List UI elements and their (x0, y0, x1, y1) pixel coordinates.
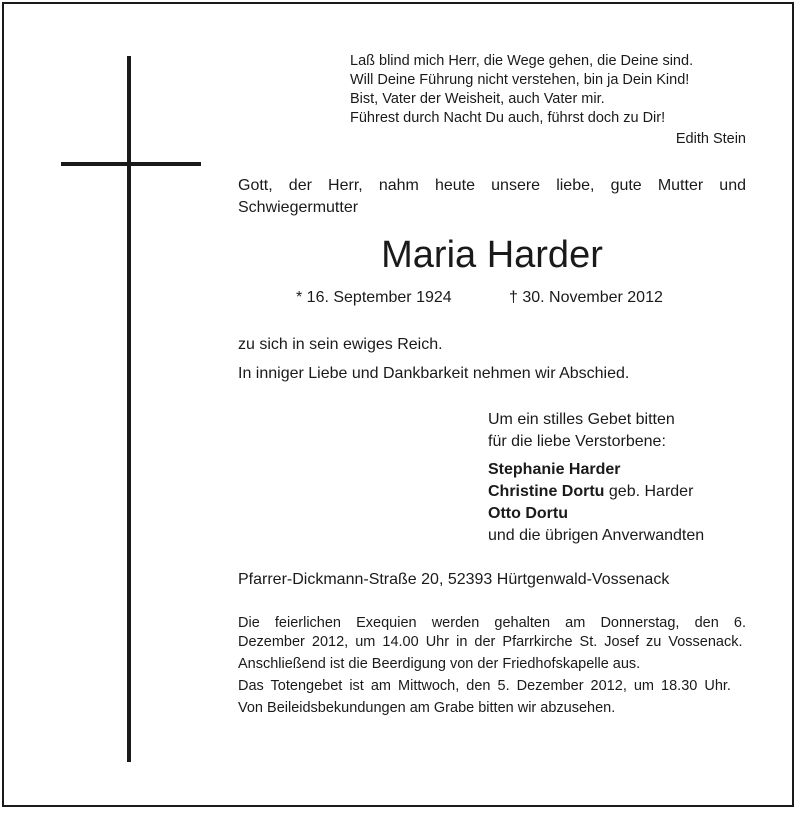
family-member-name: Stephanie Harder (488, 461, 621, 478)
family-member-maiden-name: geb. Harder (604, 483, 694, 500)
ceremony-details (238, 614, 746, 721)
exequien-info: Die feierlichen Exequien werden gehalten am Donnerstag, den 6. Dezember 2012, um 14.00 Uhr in der Pfarrkirche St. Josef zu Vossenack. (238, 615, 746, 650)
family-member-name: Otto Dortu (488, 505, 568, 522)
closing-line-2: In inniger Liebe und Dankbarkeit nehmen wir Abschied. (238, 365, 630, 382)
address: Pfarrer-Dickmann-Straße 20, 52393 Hürtgenwald-Vossenack (238, 571, 670, 588)
family-signatures (488, 409, 758, 547)
death-date: † 30. November 2012 (509, 289, 663, 306)
poem-line: Bist, Vater der Weisheit, auch Vater mir. (350, 91, 605, 107)
family-member-name: Christine Dortu (488, 483, 605, 500)
prayer-request-line: für die liebe Verstorbene: (488, 433, 666, 450)
deceased-name: Maria Harder (381, 234, 603, 276)
poem-line: Führest durch Nacht Du auch, führst doch zu Dir! (350, 110, 666, 126)
prayer-request-line: Um ein stilles Gebet bitten (488, 411, 675, 428)
family-member (488, 459, 758, 481)
intro-text: Gott, der Herr, nahm heute unsere liebe, gute Mutter und Schwiegermutter (238, 177, 746, 216)
poem-line: Will Deine Führung nicht verstehen, bin ja Dein Kind! (350, 72, 690, 88)
poem-line: Laß blind mich Herr, die Wege gehen, die Deine sind. (350, 53, 694, 69)
closing-line-1: zu sich in sein ewiges Reich. (238, 336, 443, 353)
family-member (488, 481, 758, 503)
birth-date: * 16. September 1924 (296, 289, 452, 306)
other-relatives: und die übrigen Anverwandten (488, 527, 705, 544)
poem-author: Edith Stein (675, 131, 746, 147)
prayer-service-info: Das Totengebet ist am Mittwoch, den 5. Dezember 2012, um 18.30 Uhr. (238, 678, 731, 694)
cross-horizontal-bar (61, 162, 201, 166)
family-member (488, 503, 758, 525)
condolences-note: Von Beileidsbekundungen am Grabe bitten wir abzusehen. (238, 700, 616, 716)
poem-quote (350, 52, 748, 128)
burial-info: Anschließend ist die Beerdigung von der Friedhofskapelle aus. (238, 656, 641, 672)
